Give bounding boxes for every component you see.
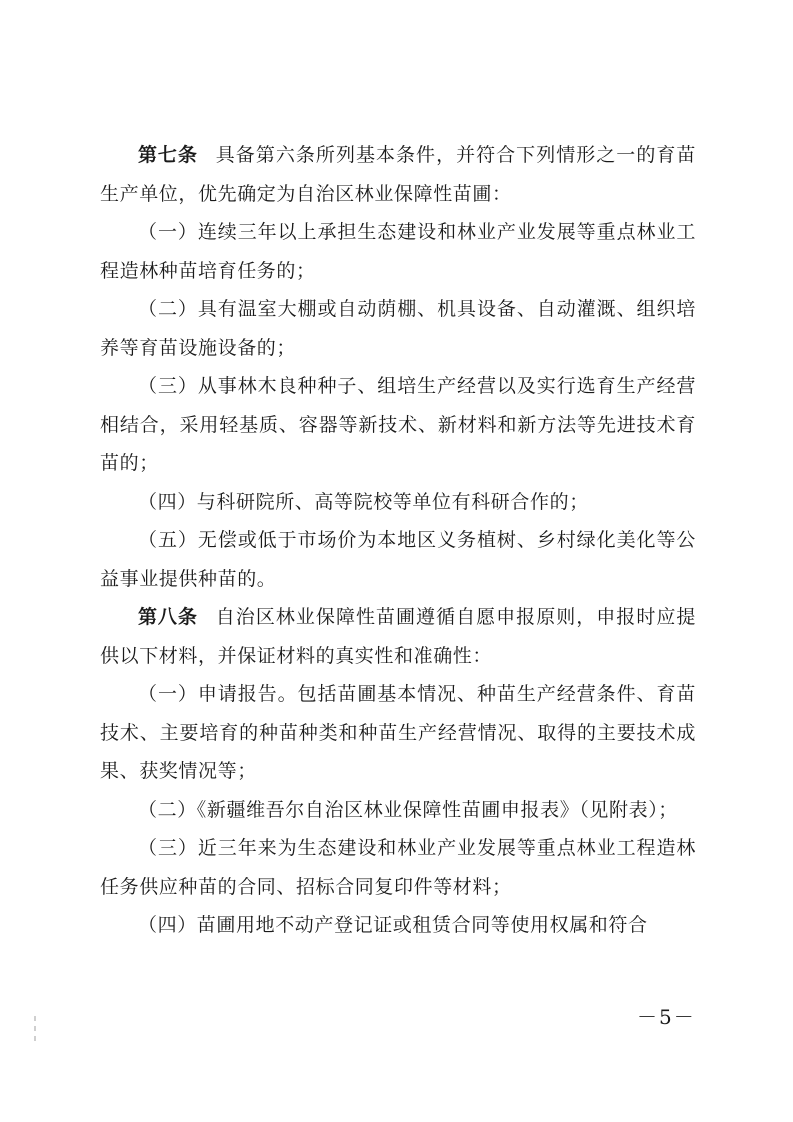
- paragraph-material-1: （一）申请报告。包括苗圃基本情况、种苗生产经营条件、育苗技术、主要培育的种苗种类和种苗生产经营情况、取得的主要技术成果、获奖情况等；: [100, 683, 696, 782]
- paragraph-article-7: [100, 136, 696, 213]
- document-body: [100, 136, 696, 945]
- article-8-text: 自治区林业保障性苗圃遵循自愿申报原则，申报时应提供以下材料，并保证材料的真实性和准确性：: [100, 606, 696, 667]
- paragraph-item-2: （二）具有温室大棚或自动荫棚、机具设备、自动灌溉、组织培养等育苗设施设备的；: [100, 298, 696, 359]
- paragraph-material-2: （二）《新疆维吾尔自治区林业保障性苗圃申报表》（见附表）；: [138, 798, 678, 821]
- paragraph-item-4: （四）与科研院所、高等院校等单位有科研合作的；: [138, 490, 589, 513]
- paragraph-article-8: [100, 598, 696, 675]
- paragraph-material-3: （三）近三年来为生态建设和林业产业发展等重点林业工程造林任务供应种苗的合同、招标合同复印件等材料；: [100, 837, 696, 898]
- page-number: －5－: [637, 1005, 696, 1029]
- paragraph-item-3: （三）从事林木良种种子、组培生产经营以及实行选育生产经营相结合，采用轻基质、容器等新技术、新材料和新方法等先进技术育苗的；: [100, 375, 696, 474]
- paragraph-item-1: （一）连续三年以上承担生态建设和林业产业发展等重点林业工程造林种苗培育任务的；: [100, 221, 696, 282]
- paragraph-material-4: （四）苗圃用地不动产登记证或租赁合同等使用权属和符合: [138, 914, 648, 936]
- article-8-heading: 第八条: [138, 606, 198, 628]
- article-7-heading: 第七条: [138, 144, 198, 166]
- scan-artifact: [34, 1016, 38, 1046]
- paragraph-item-5: （五）无偿或低于市场价为本地区义务植树、乡村绿化美化等公益事业提供种苗的。: [100, 529, 696, 590]
- article-7-text: 具备第六条所列基本条件，并符合下列情形之一的育苗生产单位，优先确定为自治区林业保障性苗圃：: [100, 144, 696, 205]
